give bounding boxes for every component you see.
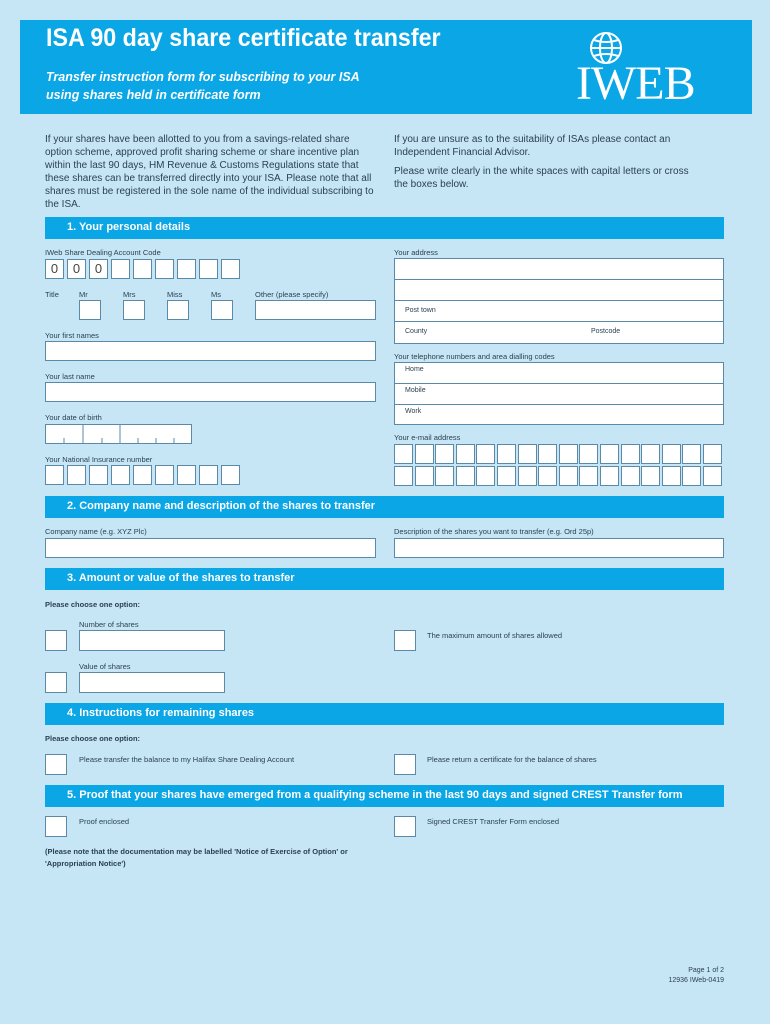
title-mrs-checkbox[interactable] — [123, 300, 145, 320]
account-digit-4[interactable] — [111, 259, 130, 279]
email-cell[interactable] — [559, 466, 578, 486]
work-phone-label: Work — [405, 408, 422, 415]
email-cell[interactable] — [621, 444, 640, 464]
account-digit-6[interactable] — [155, 259, 174, 279]
section-3-instruction: Please choose one option: — [45, 600, 141, 609]
account-digit-5[interactable] — [133, 259, 152, 279]
share-description-input[interactable] — [394, 538, 724, 558]
section-4-instruction: Please choose one option: — [45, 734, 141, 743]
section-2-title: 2. Company name and description of the shares to transfer — [67, 500, 376, 512]
account-code-label: IWeb Share Dealing Account Code — [45, 248, 161, 257]
email-cell[interactable] — [456, 444, 475, 464]
section-5-header — [45, 785, 724, 807]
section-2-header — [45, 496, 724, 518]
account-digit-1[interactable]: 0 — [45, 259, 64, 279]
home-phone-label: Home — [405, 366, 424, 373]
section-1-header — [45, 217, 724, 239]
email-cell[interactable] — [415, 466, 434, 486]
number-of-shares-label: Number of shares — [79, 620, 139, 629]
account-digit-2[interactable]: 0 — [67, 259, 86, 279]
section-4-header — [45, 703, 724, 725]
email-cell[interactable] — [476, 444, 495, 464]
maximum-shares-label: The maximum amount of shares allowed — [427, 631, 563, 640]
county-label: County — [405, 328, 428, 335]
title-ms-label: Ms — [211, 290, 221, 299]
email-cell[interactable] — [600, 444, 619, 464]
section-4-title: 4. Instructions for remaining shares — [67, 707, 255, 719]
account-digit-8[interactable] — [199, 259, 218, 279]
section-5-title: 5. Proof that your shares have emerged from a qualifying scheme in the last 90 days and signed CREST Transfer form — [67, 789, 683, 801]
transfer-balance-checkbox[interactable] — [45, 754, 67, 775]
title-mrs-label: Mrs — [123, 290, 136, 299]
section-3-header — [45, 568, 724, 590]
documentation-note: (Please note that the documentation may be labelled 'Notice of Exercise of Option' or 'Appropriation Notice') — [45, 847, 348, 868]
email-cell[interactable] — [559, 444, 578, 464]
phone-block[interactable] — [394, 362, 724, 425]
title-miss-label: Miss — [167, 290, 183, 299]
intro-right-advice: If you are unsure as to the suitability of ISAs please contact an Independent Financial Advisor. — [394, 134, 671, 158]
email-cell[interactable] — [476, 466, 495, 486]
account-digit-7[interactable] — [177, 259, 196, 279]
dob-input[interactable] — [45, 424, 192, 444]
email-cell[interactable] — [497, 466, 516, 486]
number-of-shares-input[interactable] — [79, 630, 225, 651]
form-title: ISA 90 day share certificate transfer — [46, 24, 441, 52]
email-cell[interactable] — [435, 466, 454, 486]
form-subtitle: Transfer instruction form for subscribing to your ISA using shares held in certificate form — [46, 70, 360, 102]
iweb-logo — [570, 28, 740, 112]
dob-separators — [45, 424, 192, 444]
email-cell[interactable] — [579, 466, 598, 486]
number-of-shares-checkbox[interactable] — [45, 630, 67, 651]
page-number: Page 1 of 2 — [688, 967, 724, 974]
ni-cell[interactable] — [89, 465, 108, 485]
email-cell[interactable] — [518, 444, 537, 464]
proof-enclosed-label: Proof enclosed — [79, 817, 130, 826]
email-cell[interactable] — [682, 466, 701, 486]
company-name-input[interactable] — [45, 538, 376, 558]
page-footer — [600, 966, 724, 986]
email-cell[interactable] — [641, 444, 660, 464]
email-cell[interactable] — [435, 444, 454, 464]
share-description-label: Description of the shares you want to transfer (e.g. Ord 25p) — [394, 527, 594, 536]
last-name-label: Your last name — [45, 372, 95, 381]
email-cell[interactable] — [600, 466, 619, 486]
logo-wordmark: IWEB — [576, 57, 695, 110]
email-cell[interactable] — [682, 444, 701, 464]
first-names-label: Your first names — [45, 331, 99, 340]
email-cell[interactable] — [703, 444, 722, 464]
value-of-shares-checkbox[interactable] — [45, 672, 67, 693]
dob-label: Your date of birth — [45, 413, 102, 422]
email-cell[interactable] — [456, 466, 475, 486]
account-digit-3[interactable]: 0 — [89, 259, 108, 279]
email-cell[interactable] — [538, 444, 557, 464]
address-label: Your address — [394, 248, 438, 257]
value-of-shares-input[interactable] — [79, 672, 225, 693]
address-block[interactable] — [394, 258, 724, 344]
ni-cell[interactable] — [133, 465, 152, 485]
ni-cell[interactable] — [221, 465, 240, 485]
value-of-shares-label: Value of shares — [79, 662, 131, 671]
title-other-label: Other (please specify) — [255, 290, 329, 299]
email-cell[interactable] — [579, 444, 598, 464]
email-cell[interactable] — [662, 444, 681, 464]
crest-form-checkbox[interactable] — [394, 816, 416, 837]
email-cell[interactable] — [538, 466, 557, 486]
maximum-shares-checkbox[interactable] — [394, 630, 416, 651]
ni-cell[interactable] — [111, 465, 130, 485]
ni-cell[interactable] — [67, 465, 86, 485]
transfer-balance-label: Please transfer the balance to my Halifax Share Dealing Account — [79, 755, 295, 764]
first-names-input[interactable] — [45, 341, 376, 361]
title-mr-checkbox[interactable] — [79, 300, 101, 320]
account-digit-9[interactable] — [221, 259, 240, 279]
post-town-label: Post town — [405, 307, 436, 314]
section-3-title: 3. Amount or value of the shares to transfer — [67, 572, 295, 584]
ni-cell[interactable] — [155, 465, 174, 485]
ni-cell[interactable] — [199, 465, 218, 485]
ni-label: Your National Insurance number — [45, 455, 153, 464]
company-name-label: Company name (e.g. XYZ Plc) — [45, 527, 147, 536]
mobile-phone-label: Mobile — [405, 387, 426, 394]
ni-cell[interactable] — [177, 465, 196, 485]
title-label: Title — [45, 290, 59, 299]
email-cell[interactable] — [662, 466, 681, 486]
email-cell[interactable] — [703, 466, 722, 486]
title-ms-checkbox[interactable] — [211, 300, 233, 320]
proof-enclosed-checkbox[interactable] — [45, 816, 67, 837]
email-cell[interactable] — [497, 444, 516, 464]
email-cell[interactable] — [641, 466, 660, 486]
crest-form-label: Signed CREST Transfer Form enclosed — [427, 817, 560, 826]
form-header — [20, 20, 752, 114]
email-cell[interactable] — [394, 444, 413, 464]
email-cell[interactable] — [621, 466, 640, 486]
email-cell[interactable] — [415, 444, 434, 464]
title-other-input[interactable] — [255, 300, 376, 320]
return-certificate-label: Please return a certificate for the balance of shares — [427, 755, 597, 764]
title-miss-checkbox[interactable] — [167, 300, 189, 320]
form-code: 12936 IWeb-0419 — [668, 977, 724, 984]
email-cell[interactable] — [518, 466, 537, 486]
last-name-input[interactable] — [45, 382, 376, 402]
title-mr-label: Mr — [79, 290, 88, 299]
return-certificate-checkbox[interactable] — [394, 754, 416, 775]
ni-cell[interactable] — [45, 465, 64, 485]
email-cell[interactable] — [394, 466, 413, 486]
email-label: Your e-mail address — [394, 433, 461, 442]
postcode-label: Postcode — [591, 328, 621, 335]
intro-left: If your shares have been allotted to you from a savings-related share option scheme, approved profit sharing scheme or share incentive plan within the last 90 days, HM Revenue & Customs Regulations state that these shares can be transferred directly into your ISA. Please note that all shares must be registered in the sole name of the individual subscribing to the ISA. — [45, 134, 374, 210]
section-1-title: 1. Your personal details — [67, 221, 191, 233]
phone-label: Your telephone numbers and area dialling codes — [394, 352, 555, 361]
intro-right-instructions: Please write clearly in the white spaces with capital letters or cross the boxes below. — [394, 166, 689, 190]
